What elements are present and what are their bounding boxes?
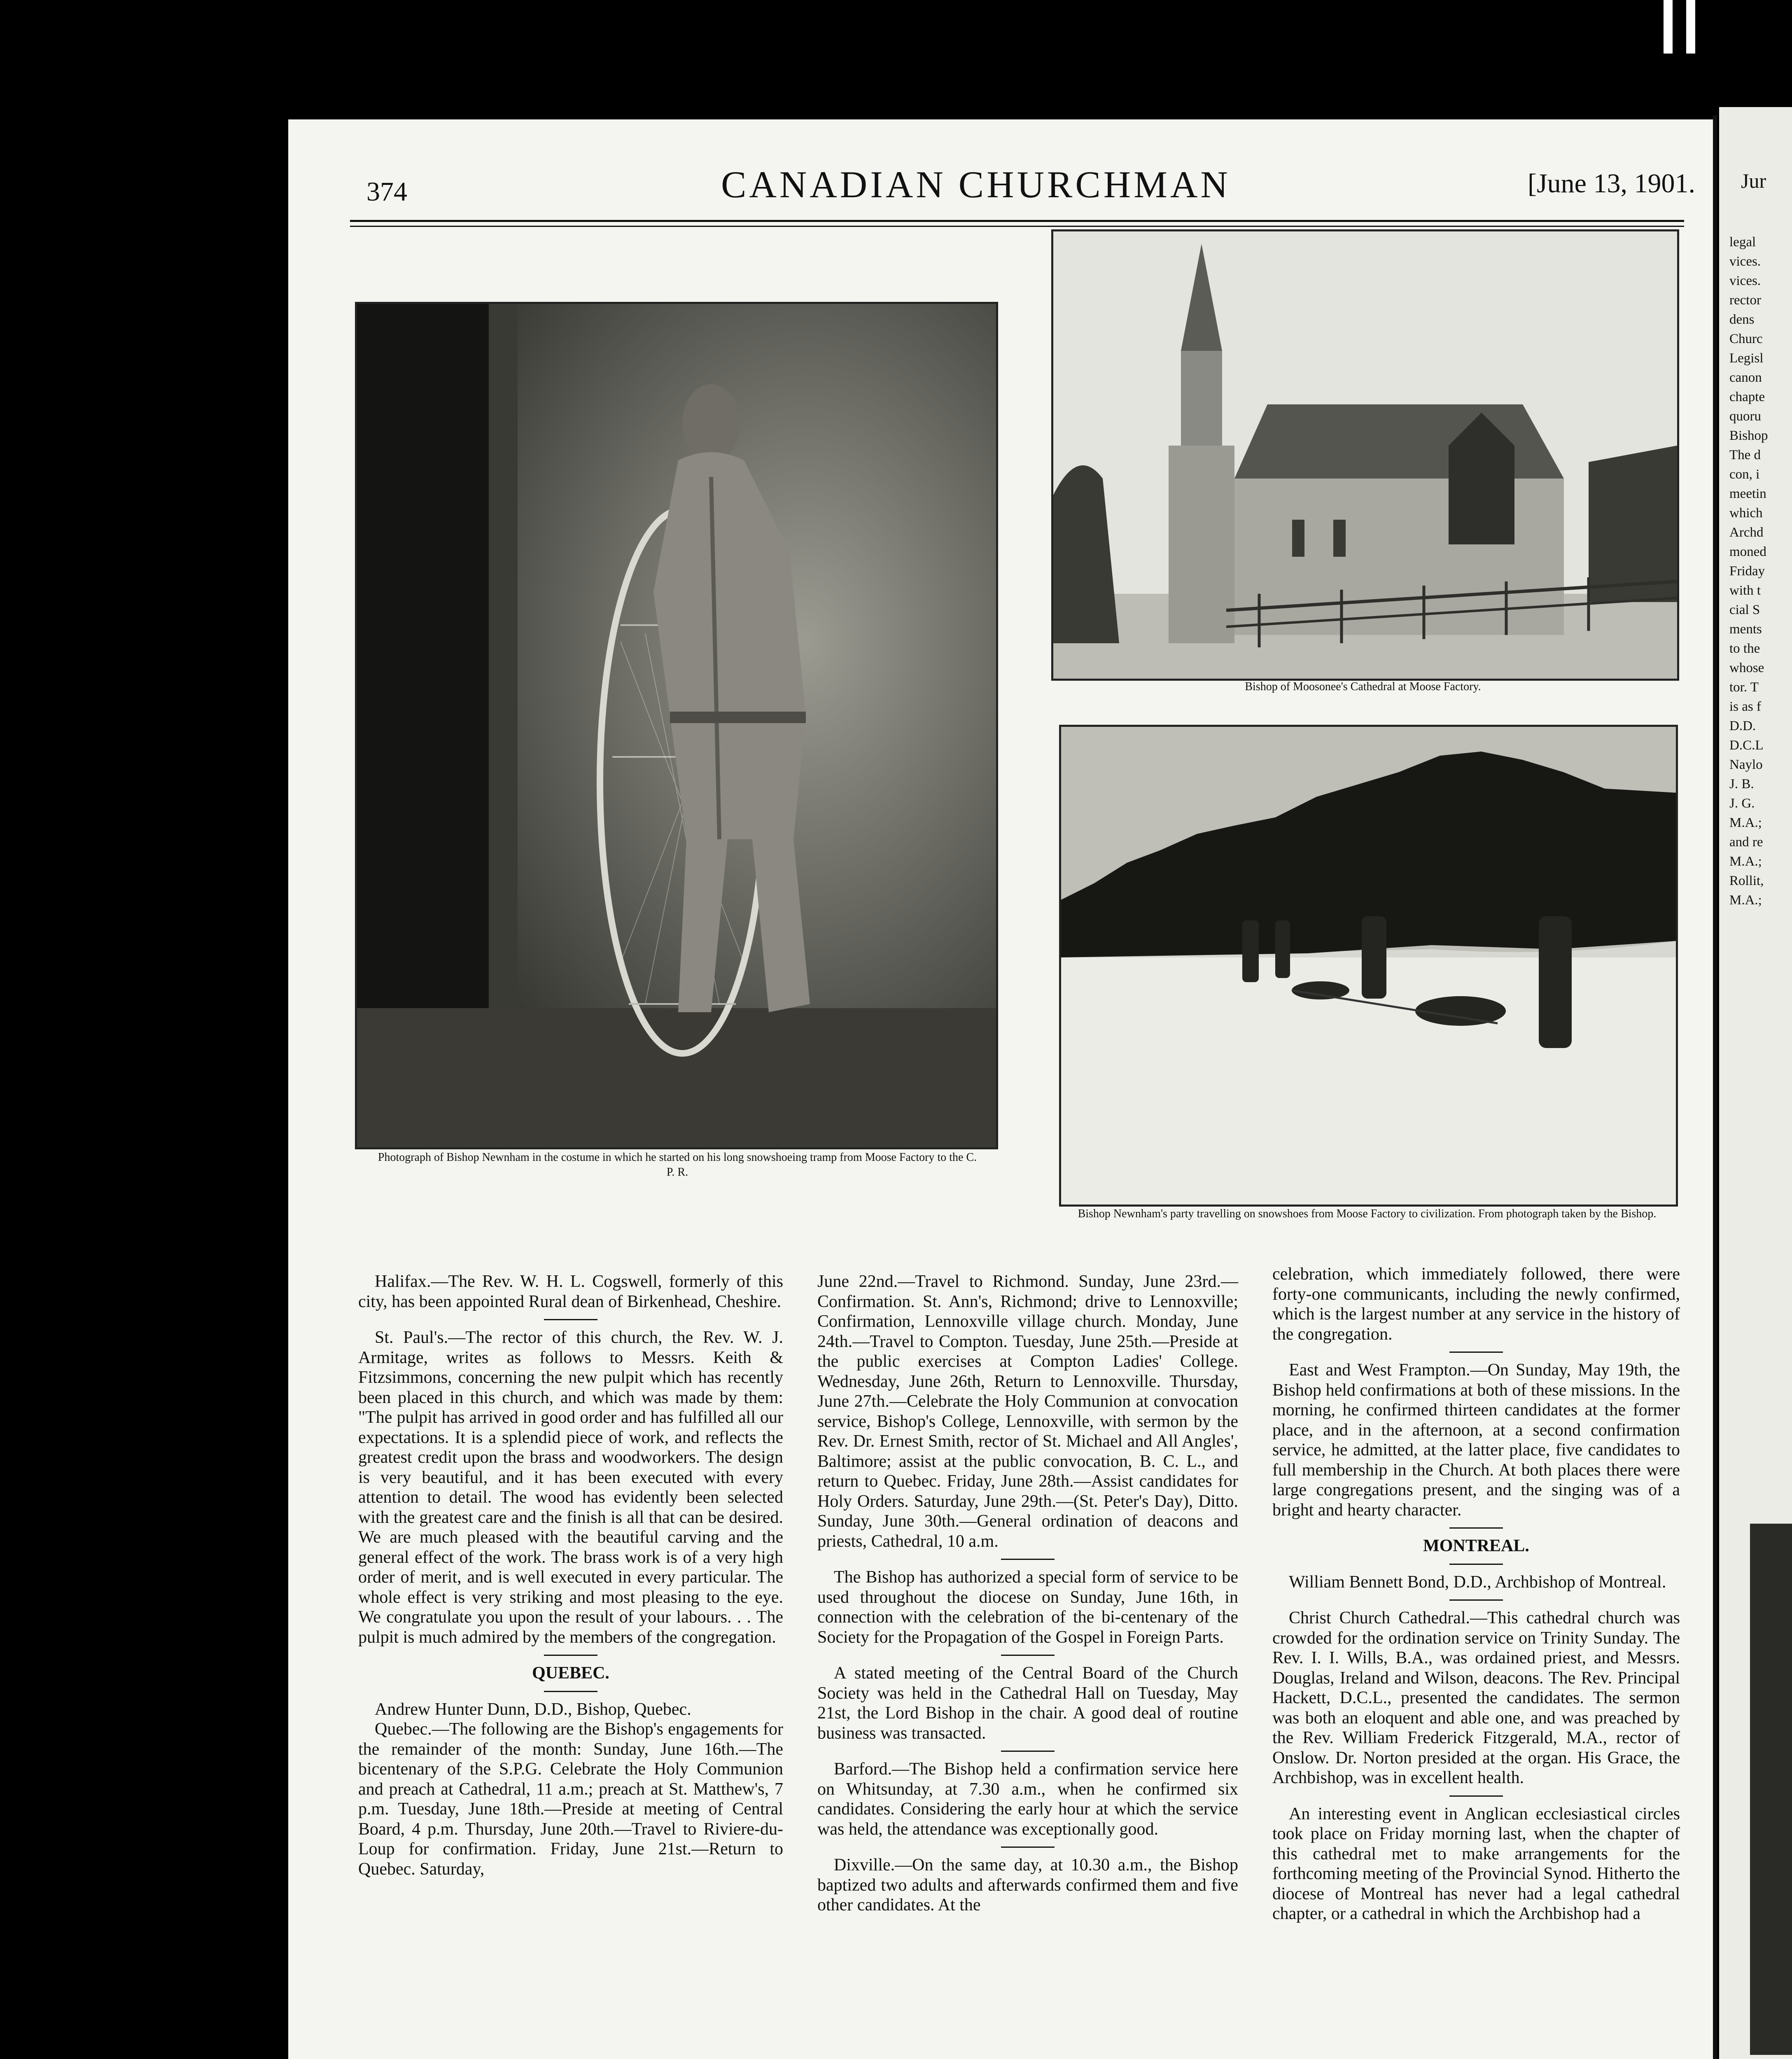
next-page-line: which — [1729, 506, 1763, 521]
article-paragraph: St. Paul's.—The rector of this church, the Rev. W. J. Armitage, writes as follows to Messrs. Keith & Fitzsimmons, concerning the new pulpit which has recently been placed in this church, and which was made by them: "The pulpit has arrived in good order and has fulfilled all our expectations. It is a splendid piece of work, and reflects the greatest credit upon the brass and woodworkers. The design is very beautiful, and it has been executed with every attention to detail. The wood has evidently been selected with the greatest care and the finish is all that can be desired. We are much pleased with the beautiful carving and the general effect of the work. The brass work is of a very high order of merit, and is well executed in every particular. The whole effect is very striking and most pleasing to the eye. We congratulate you upon the result of your labours. . . The pulpit is much admired by the members of the congregation. — [358, 1328, 783, 1647]
article-paragraph: Christ Church Cathedral.—This cathedral church was crowded for the ordination service on Trinity Sunday. The Rev. I. I. Wills, B.A., was ordained priest, and Messrs. Douglas, Ireland and Wilson, deacons. The Rev. Principal Hackett, D.C.L., presented the candidates. The sermon was both an eloquent and able one, and was preached by the Rev. William Frederick Fitzgerald, M.A., rector of Onslow. Dr. Norton presided at the organ. His Grace, the Archbishop, was in excellent health. — [1272, 1608, 1680, 1787]
article-paragraph: Quebec.—The following are the Bishop's engagements for the remainder of the month: Sunday, June 16th.—The bicentenary of the S.P.G. Celebrate the Holy Communion and preach at Cathedral, 11 a.m.; preach at St. Matthew's, 7 p.m. Tuesday, June 18th.—Preside at meeting of Central Board, 4 p.m. Thursday, June 20th.—Travel to Riviere-du-Loup for confirmation. Friday, June 21st.—Return to Quebec. Saturday, — [358, 1720, 783, 1879]
frame-bar — [1686, 0, 1695, 54]
next-page-line: vices. — [1729, 254, 1761, 269]
next-page-line: Archd — [1729, 525, 1764, 540]
next-page-line: to the — [1729, 641, 1760, 656]
cathedral-photo-image — [1053, 231, 1677, 679]
article-paragraph: Barford.—The Bishop held a confirmation service here on Whitsunday, at 7.30 a.m., when he confirmed six candidates. Considering the early hour at which the service was held, the attendance was exceptionally good. — [817, 1760, 1238, 1839]
section-divider — [1001, 1655, 1055, 1656]
next-page-line: J. B. — [1729, 777, 1754, 791]
section-divider — [1001, 1751, 1055, 1752]
next-page-line: with t — [1729, 583, 1761, 598]
section-divider — [1449, 1599, 1503, 1601]
next-page-line: The d — [1729, 448, 1761, 462]
next-page-line: cial S — [1729, 602, 1760, 617]
section-heading: QUEBEC. — [532, 1664, 609, 1683]
section-divider — [1001, 1559, 1055, 1560]
snowshoe-party-photo-image — [1061, 727, 1676, 1205]
article-paragraph: A stated meeting of the Central Board of the Church Society was held in the Cathedral Hall on Tuesday, May 21st, the Lord Bishop in the chair. A good deal of routine business was transacted. — [817, 1664, 1238, 1743]
next-page-line: Legisl — [1729, 351, 1764, 366]
text-column-2 — [817, 1272, 1238, 1915]
article-paragraph: Halifax.—The Rev. W. H. L. Cogswell, formerly of this city, has been appointed Rural dean of Birkenhead, Cheshire. — [358, 1272, 783, 1311]
next-page-line: D.D. — [1729, 719, 1756, 733]
cathedral-photo — [1051, 229, 1679, 681]
page-number: 374 — [366, 177, 407, 207]
next-page-line: M.A.; — [1729, 815, 1762, 830]
section-divider — [1449, 1527, 1503, 1529]
article-paragraph: celebration, which immediately followed, there were forty-one communicants, including the newly confirmed, which is the largest number at any service in the history of the congregation. — [1272, 1265, 1680, 1344]
section-divider — [1449, 1795, 1503, 1797]
frame-bar — [1664, 0, 1673, 54]
header-rule — [350, 220, 1684, 222]
next-page-photo-fragment — [1750, 1524, 1792, 2055]
next-page-line: moned — [1729, 544, 1766, 559]
next-page-line: Bishop — [1729, 428, 1768, 443]
article-paragraph: June 22nd.—Travel to Richmond. Sunday, June 23rd.—Confirmation. St. Ann's, Richmond; drive to Lennoxville; Confirmation, Lennoxville village church. Monday, June 24th.—Travel to Compton. Tuesday, June 25th.—Preside at the public exercises at Compton Ladies' College. Wednesday, June 26th, Return to Lennoxville. Thursday, June 27th.—Celebrate the Holy Communion at convocation service, Bishop's College, Lennoxville, with sermon by the Rev. Dr. Ernest Smith, rector of St. Michael and All Angles', Baltimore; assist at the public convocation, B. C. L., and return to Quebec. Friday, June 28th.—Assist candidates for Holy Orders. Saturday, June 29th.—(St. Peter's Day), Ditto. Sunday, June 30th.—General ordination of deacons and priests, Cathedral, 10 a.m. — [817, 1272, 1238, 1551]
next-page-line: is as f — [1729, 699, 1761, 714]
next-page-line: Friday — [1729, 564, 1765, 579]
bishop-photo-caption: Photograph of Bishop Newnham in the costume in which he started on his long snowshoeing tramp from Moose Factory to the C. P. R. — [378, 1151, 977, 1179]
next-page-line: canon — [1729, 370, 1762, 385]
next-page-line: meetin — [1729, 486, 1766, 501]
next-page-line: con, i — [1729, 467, 1760, 482]
next-page-line: and re — [1729, 835, 1763, 850]
next-page-line: whose — [1729, 661, 1764, 675]
section-heading: MONTREAL. — [1423, 1536, 1529, 1555]
article-paragraph: East and West Frampton.—On Sunday, May 19th, the Bishop held confirmations at both of these missions. In the morning, he confirmed thirteen candidates at the former place, and in the afternoon, at a second confirmation service, he admitted, at the latter place, five candidates to full membership in the Church. At both places there were large congregations present, and the singing was of a bright and hearty character. — [1272, 1361, 1680, 1520]
article-paragraph: An interesting event in Anglican ecclesiastical circles took place on Friday morning last, when the chapter of this cathedral met to make arrangements for the forthcoming meeting of the Provincial Synod. Hitherto the diocese of Montreal has never had a legal cathedral chapter, or a cathedral in which the Archbishop had a — [1272, 1804, 1680, 1923]
section-divider — [1449, 1564, 1503, 1565]
next-page-line: legal — [1729, 235, 1756, 250]
masthead-title: CANADIAN CHURCHMAN — [721, 163, 1231, 205]
next-page-header-fragment: Jur — [1741, 169, 1766, 192]
next-page-line: rector — [1729, 293, 1761, 308]
text-column-3 — [1272, 1264, 1680, 1924]
next-page-line: tor. T — [1729, 680, 1759, 695]
next-page-line: Rollit, — [1729, 873, 1764, 888]
next-page-line: J. G. — [1729, 796, 1755, 811]
cathedral-photo-caption: Bishop of Moosonee's Cathedral at Moose Factory. — [1245, 680, 1481, 693]
next-page-line: M.A.; — [1729, 893, 1762, 908]
text-column-1 — [358, 1272, 783, 1879]
section-divider — [1449, 1352, 1503, 1353]
section-divider — [544, 1691, 597, 1692]
article-paragraph: Dixville.—On the same day, at 10.30 a.m., the Bishop baptized two adults and afterwards confirmed them and five other candidates. At the — [817, 1856, 1238, 1914]
section-divider — [544, 1655, 597, 1656]
bishop-photo — [355, 302, 998, 1149]
header-rule — [350, 226, 1684, 227]
next-page-line: chapte — [1729, 390, 1765, 404]
section-divider — [544, 1319, 597, 1320]
next-page-line: D.C.L — [1729, 738, 1764, 753]
next-page-line: dens — [1729, 312, 1755, 327]
next-page-line: Churc — [1729, 331, 1763, 346]
article-paragraph: Andrew Hunter Dunn, D.D., Bishop, Quebec. — [375, 1699, 691, 1719]
next-page-line: M.A.; — [1729, 854, 1762, 869]
next-page-line: Naylo — [1729, 757, 1763, 772]
snowshoe-party-photo-caption: Bishop Newnham's party travelling on snowshoes from Moose Factory to civilization. From photograph taken by the Bishop. — [1078, 1207, 1657, 1220]
bishop-photo-image — [357, 304, 996, 1147]
next-page-line: ments — [1729, 622, 1762, 637]
section-divider — [1001, 1847, 1055, 1848]
next-page-text-strip — [1729, 233, 1768, 910]
next-page-line: vices. — [1729, 273, 1761, 288]
next-page-line: quoru — [1729, 409, 1761, 424]
article-paragraph: The Bishop has authorized a special form of service to be used throughout the diocese on Sunday, June 16th, in connection with the celebration of the bi-centenary of the Society for the Propagation of the Gospel in Foreign Parts. — [817, 1568, 1238, 1647]
book-spine — [1713, 115, 1717, 2059]
snowshoe-party-photo — [1059, 725, 1678, 1207]
issue-date: [June 13, 1901. — [1528, 168, 1695, 198]
article-paragraph: William Bennett Bond, D.D., Archbishop of Montreal. — [1289, 1572, 1666, 1592]
